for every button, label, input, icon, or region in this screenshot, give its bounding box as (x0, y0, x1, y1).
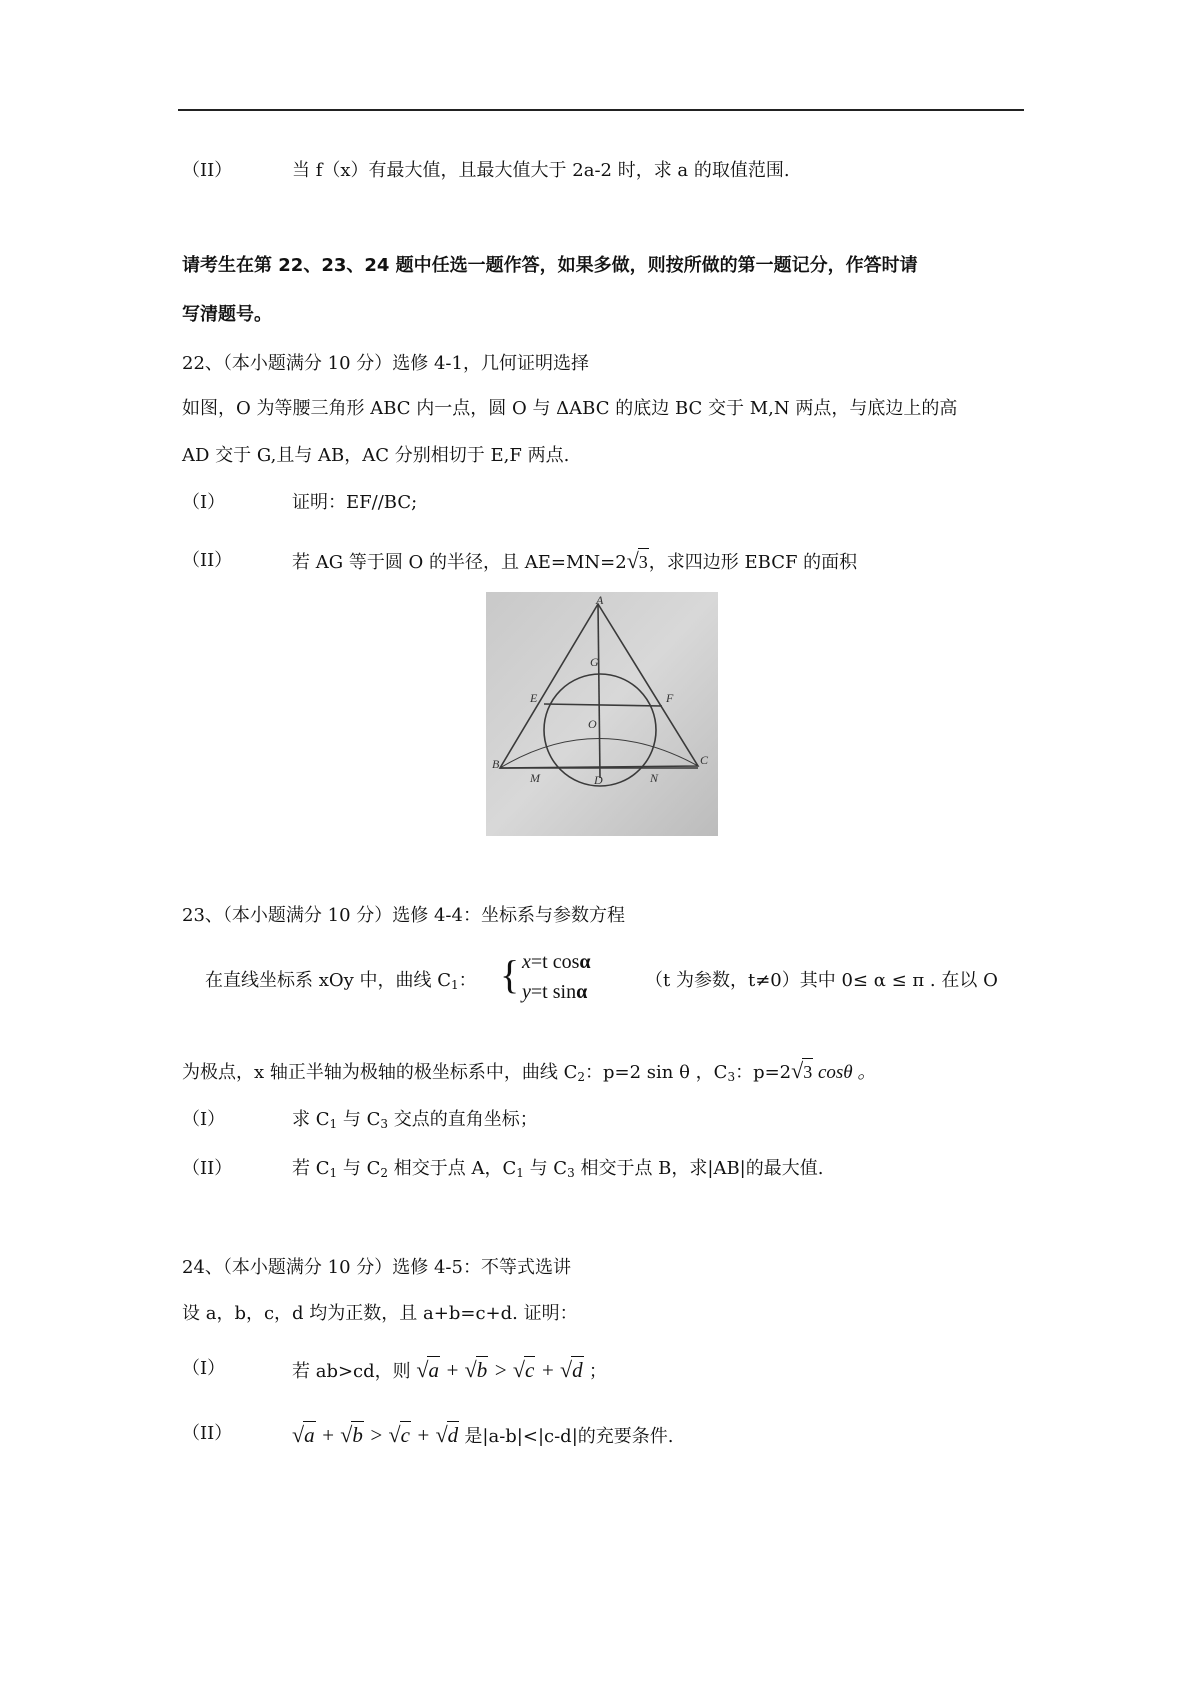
point-a-label: A (596, 593, 604, 607)
q22-title: 22、（本小题满分 10 分）选修 4-1，几何证明选择 (182, 353, 589, 374)
part-label: （I） (182, 492, 226, 513)
inequality-expression: √a + √b > √c + √d (292, 1422, 459, 1447)
q24-stem: 设 a，b，c，d 均为正数，且 a+b=c+d. 证明： (182, 1303, 578, 1324)
instruction-line1: 请考生在第 22、23、24 题中任选一题作答，如果多做，则按所做的第一题记分，作答时请 (182, 255, 918, 276)
point-d-label: D (594, 773, 603, 787)
q24-part2 (182, 1421, 674, 1447)
point-f-label: F (666, 691, 674, 705)
part-text: 当 f（x）有最大值，且最大值大于 2a-2 时，求 a 的取值范围. (292, 160, 790, 181)
part-text: 证明：EF//BC; (292, 492, 418, 513)
part-text: 若 ab>cd，则 √a + √b > √c + √d ； (292, 1357, 607, 1382)
part-text: 求 $C_1$ 与 $C_3$ 交点的直角坐标； (292, 1109, 538, 1131)
q23-stem1-right: （t 为参数，t≠0）其中 0≤ α ≤ π . 在以 O (645, 970, 998, 991)
q23-stem2: 为极点，x 轴正半轴为极轴的极坐标系中，曲线 $C_2$：p=2 sin θ ，$C_3$：p=2√3 cosθ 。 (182, 1058, 877, 1084)
part-label: （II） (182, 550, 233, 571)
q22-part1 (182, 490, 418, 516)
part-text: 若 AG 等于圆 O 的半径，且 AE=MN=2√3，求四边形 EBCF 的面积 (292, 548, 858, 573)
q22-stem1: 如图，O 为等腰三角形 ABC 内一点，圆 O 与 ΔABC 的底边 BC 交于 M,N 两点，与底边上的高 (182, 398, 958, 419)
q22-part2 (182, 548, 858, 574)
part-text: 若 $C_1$ 与 $C_2$ 相交于点 A，$C_1$ 与 $C_3$ 相交于点 B，求|AB|的最大值. (292, 1158, 824, 1180)
point-o-label: O (588, 717, 597, 731)
sqrt-expression: √3 (626, 548, 648, 573)
equation-y: y=t sinα (522, 981, 588, 1003)
point-m-label: M (530, 771, 540, 785)
part-label: （II） (182, 160, 233, 181)
part-label: （II） (182, 1158, 233, 1179)
q23-part2 (182, 1156, 824, 1182)
q24-title: 24、（本小题满分 10 分）选修 4-5：不等式选讲 (182, 1257, 571, 1278)
point-n-label: N (650, 771, 659, 785)
instruction-line2: 写清题号。 (182, 304, 272, 325)
inequality-expression: √a + √b > √c + √d (416, 1357, 583, 1382)
point-g-label: G (590, 655, 599, 669)
header-rule (178, 109, 1024, 111)
sqrt-expression: √3 (791, 1058, 813, 1083)
q23-stem1-left: 在直线坐标系 xOy 中，曲线 $C_1$： (205, 970, 477, 992)
brace-icon: { (500, 952, 520, 997)
point-b-label: B (492, 757, 500, 771)
part-text: √a + √b > √c + √d 是|a-b|<|c-d|的充要条件. (292, 1422, 674, 1447)
point-e-label: E (530, 691, 538, 705)
part-label: （II） (182, 1423, 233, 1444)
part-label: （I） (182, 1109, 226, 1130)
part-label: （I） (182, 1358, 226, 1379)
q22-stem2: AD 交于 G,且与 AB，AC 分别相切于 E,F 两点. (182, 445, 570, 466)
geometry-figure (486, 592, 718, 836)
q24-part1 (182, 1356, 607, 1382)
q23-part1 (182, 1107, 538, 1133)
q23-title: 23、（本小题满分 10 分）选修 4-4：坐标系与参数方程 (182, 905, 625, 926)
equation-x: x=t cosα (522, 951, 591, 973)
point-c-label: C (700, 753, 709, 767)
q21-part2 (182, 158, 790, 184)
